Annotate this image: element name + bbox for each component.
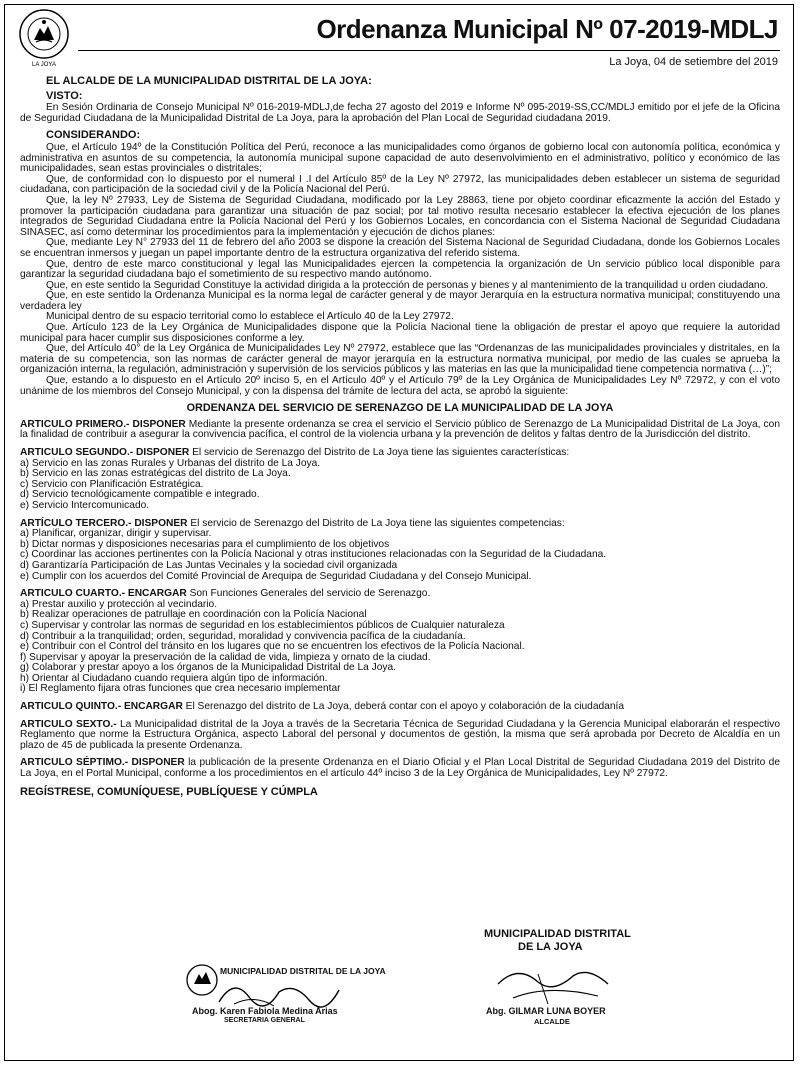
article-heading: ARTICULO SEXTO.- (20, 718, 117, 730)
list-item: a) Prestar auxilio y protección al vecindario. (20, 598, 218, 610)
signature-stamp: MUNICIPALIDAD DISTRITAL DE LA JOYA (220, 966, 386, 976)
article-text: El servicio de Serenazgo del Distrito de La Joya tiene las siguientes características: (189, 447, 570, 458)
list-item: i) El Reglamento fijara otras funciones que crea necesario implementar (20, 683, 341, 695)
considerando-paragraph: Que, dentro de este marco constitucional y legal las Municipalidades ejercen la competencia la organización de Un servicio público local disponible para garantizar la seguridad ciudadana bajo el sometimiento de su respectivo mando autónomo. (20, 258, 780, 281)
signer-name: Abg. GILMAR LUNA BOYER (486, 1006, 606, 1016)
handwritten-signature (478, 954, 638, 1014)
list-item: d) Servicio tecnológicamente compatible e integrado. (20, 489, 260, 501)
article-text: la publicación de la presente Ordenanza en el Diario Oficial y el Plan Local Distrital de Seguridad Ciudadana 2019 del Distrito de La Joya, en el Portal Municipal, conforme a los procedimientos en el artículo 44º inciso 3 de la Ley Orgánica de Municipalidades, Ley Nº 27972. (20, 757, 780, 780)
list-item: d) Garantizaría Participación de Las Juntas Vecinales y la sociedad civil organizada (20, 559, 398, 571)
article-heading: ARTICULO CUARTO.- ENCARGAR (20, 588, 187, 600)
list-item: b) Servicio en las zonas estratégicas del distrito de La Joya. (20, 468, 291, 480)
list-item: g) Colaborar y prestar apoyo a los órganos de la Municipalidad Distrital de La Joya. (20, 662, 397, 674)
considerando-paragraph: Que, del Artículo 40° de la Ley Orgánica de Municipalidades Ley Nº 27972, establece que las “Ordenanzas de las municipalidades provinciales y distritales, en la materia de su competencia, son las normas de carácter general de mayor jerarquía en la estructura normativa municipal, por medio de las cuales se aprueba la organización interna, la regulación, administración y supervisión de los servicios públicos y las materias en las que la municipalidad tiene competencia normativa (…)”; (20, 343, 780, 376)
title-rule (78, 50, 780, 51)
list-item: c) Supervisar y controlar las normas de seguridad en los establecimientos públicos de Cualquier naturaleza (20, 619, 505, 631)
considerando-paragraph: Que, en este sentido la Ordenanza Municipal es la norma legal de carácter general y de mayor Jerarquía en la estructura normativa municipal; constituyendo una verdadera ley (20, 290, 780, 312)
article-quinto (20, 702, 780, 713)
considerando-heading: CONSIDERANDO: (46, 129, 141, 142)
municipal-seal-logo (18, 8, 70, 70)
article-text: Son Funciones Generales del servicio de Serenazgo. (186, 588, 431, 600)
list-item: e) Contribuir con el Control del tránsito en los lugares que no se encuentren los efectivos de la Policía Nacional. (20, 641, 525, 653)
considerando-paragraph: Que, el Artículo 194º de la Constitución Política del Perú, reconoce a las municipalidades como órganos de gobierno local con autonomía política, económica y administrativa en asuntos de su competencia, la autonomía municipal supone capacidad de auto desenvolvimiento en el administrativo, político y económico de las municipalidades, sean estas provinciales o distritales; (20, 141, 780, 175)
article-tercero (20, 519, 780, 583)
article-text: El Serenazgo del distrito de La Joya, deberá contar con el apoyo y colaboración de la ciudadanía (182, 701, 624, 713)
ordinance-body (20, 72, 780, 797)
article-heading: ARTICULO QUINTO.- ENCARGAR (20, 701, 183, 713)
considerando-paragraph: Que, en este sentido la Seguridad Constituye la actividad dirigida a la protección de personas y bienes y al mantenimiento de la tranquilidad u orden ciudadano. (46, 279, 769, 291)
document-date: La Joya, 04 de setiembre del 2019 (609, 56, 778, 68)
article-segundo (20, 448, 780, 512)
list-item: b) Dictar normas y disposiciones necesarias para el cumplimiento de los objetivos (20, 538, 390, 550)
article-heading: ARTÍCULO TERCERO.- DISPONER (20, 517, 188, 529)
list-item: h) Orientar al Ciudadano cuando requiera algún tipo de información. (20, 672, 328, 684)
closing-formula: REGÍSTRESE, COMUNÍQUESE, PUBLÍQUESE Y CÚMPLA (20, 785, 318, 798)
svg-text:LA JOYA: LA JOYA (32, 62, 56, 68)
article-heading: ARTICULO SÉPTIMO.- DISPONER (20, 757, 185, 769)
article-heading: ARTICULO PRIMERO.- DISPONER (20, 418, 186, 430)
list-item: a) Planificar, organizar, dirigir y supervisar. (20, 528, 212, 540)
visto-text: En Sesión Ordinaria de Consejo Municipal Nº 016-2019-MDLJ,de fecha 27 agosto del 2019 e Informe Nº 095-2019-SS,CC/MDLJ emitido por el jefe de la Oficina de Seguridad Ciudadana de la Municipalidad Distrital de La Joya, para la aprobación del Plan Local de Seguridad ciudadana 2019. (20, 102, 780, 124)
list-item: d) Contribuir a la tranquilidad; orden, seguridad, moralidad y convivencia pacífica de la ciudadanía. (20, 630, 466, 642)
list-item: e) Servicio Intercomunicado. (20, 499, 150, 511)
article-text: La Municipalidad distrital de la Joya a través de la Secretaria Técnica de Seguridad Ciudadana y la Gerencia Municipal elaborarán el respectivo Reglamento que norme la Estructura Orgánica, aspecto Laboral del personal y documentos de gestión, la misma que será aprobada por Decreto de Alcaldía en un plazo de 45 de publicada la presente Ordenanza. (20, 718, 780, 751)
list-item: a) Servicio en las zonas Rurales y Urbanas del distrito de La Joya. (20, 457, 321, 469)
article-text: Mediante la presente ordenanza se crea el servicio el Servicio público de Serenazgo de La Municipalidad Distrital de La Joya, con la finalidad de contribuir a asegurar la convivencia pacífica, el control de la violencia urbana y la prevención de delitos y faltas dentro de la Jurisdicción del distrito. (20, 418, 780, 441)
considerando-list (20, 143, 780, 397)
article-septimo (20, 758, 780, 779)
considerando-paragraph: Municipal dentro de su espacio territorial como lo establece el Artículo 40 de la Ley 27972. (46, 311, 454, 323)
considerando-paragraph: Que, de conformidad con lo dispuesto por el numeral I .I del Artículo 85º de la Ley Nº 27972, las municipalidades deben establecer un sistema de seguridad ciudadana, con participación de la sociedad civil y de la Policía Nacional del Perú. (20, 173, 780, 196)
signer-role: SECRETARIA GENERAL (224, 1017, 305, 1024)
list-item: b) Realizar operaciones de patrullaje en coordinación con la Policía Nacional (20, 609, 367, 621)
considerando-paragraph: Que, mediante Ley N° 27933 del 11 de febrero del año 2003 se dispone la creación del Sistema Nacional de Seguridad Ciudadana, donde los Gobiernos Locales se encuentran inmersos y juegan un papel importante dentro de la estructura organizativa del referido sistema. (20, 237, 780, 259)
ordenanza-title: ORDENANZA DEL SERVICIO DE SERENAZGO DE LA MUNICIPALIDAD DE LA JOYA (186, 402, 614, 415)
considerando-paragraph: Que. Artículo 123 de la Ley Orgánica de Municipalidades dispone que la Policía Nacional tiene la obligación de prestar el apoyo que requiere la autoridad municipal para hacer cumplir sus disposiciones conforme a ley. (20, 322, 780, 344)
considerando-paragraph: Que, la ley Nº 27933, Ley de Sistema de Seguridad Ciudadana, modificado por la Ley 28863, tiene por objeto coordinar eficazmente la acción del Estado y promover la participación ciudadana para garantizar una situación de paz social; por tal motivo resulta necesario establecer la efectiva ejecución de los planes integrados de Seguridad Ciudadana entre la Policía Nacional del Perú y los Gobiernos Locales, en concordancia con el Sistema Nacional de Seguridad Ciudadana SINASEC, así como determinar los procedimientos para la implementación y ejecución de dichos planes: (20, 194, 780, 238)
signer-name: Abog. Karen Fabiola Medina Arias (192, 1006, 338, 1016)
article-primero (20, 420, 780, 441)
article-sexto (20, 720, 780, 752)
signer-role: ALCALDE (534, 1017, 570, 1026)
alcalde-heading: EL ALCALDE DE LA MUNICIPALIDAD DISTRITAL DE LA JOYA: (46, 75, 372, 87)
visto-heading: VISTO: (46, 89, 83, 102)
signature-stamp: MUNICIPALIDAD DISTRITAL (484, 928, 631, 940)
article-heading: ARTICULO SEGUNDO.- DISPONER (20, 447, 190, 458)
signature-secretaria (184, 962, 386, 1032)
page-title: Ordenanza Municipal Nº 07-2019-MDLJ (316, 14, 778, 44)
list-item: c) Servicio con Planificación Estratégica. (20, 478, 204, 490)
list-item: c) Coordinar las acciones pertinentes con la Policía Nacional y otras instituciones relacionadas con la Seguridad de la Ciudadana. (20, 549, 607, 561)
list-item: e) Cumplir con los acuerdos del Comité Provincial de Arequipa de Seguridad Ciudadana y del Consejo Municipal. (20, 570, 532, 582)
article-cuarto (20, 589, 780, 695)
list-item: f) Supervisar y apoyar la preservación de la calidad de vida, limpieza y ornato de la ciudad. (20, 651, 431, 663)
considerando-paragraph: Que, estando a lo dispuesto en el Artículo 20º inciso 5, en el Artículo 40º y el Artículo 79º de la Ley Orgánica de Municipalidades Ley Nº 72972, y con el voto unánime de los miembros del Consejo Municipal, y con la dispensa del trámite de lectura del acta, se aprobó la siguiente: (20, 375, 780, 397)
article-text: El servicio de Serenazgo del Distrito de La Joya tiene las siguientes competencias: (187, 517, 565, 529)
signature-alcalde (478, 928, 638, 1028)
signature-stamp-line2: DE LA JOYA (518, 941, 583, 953)
